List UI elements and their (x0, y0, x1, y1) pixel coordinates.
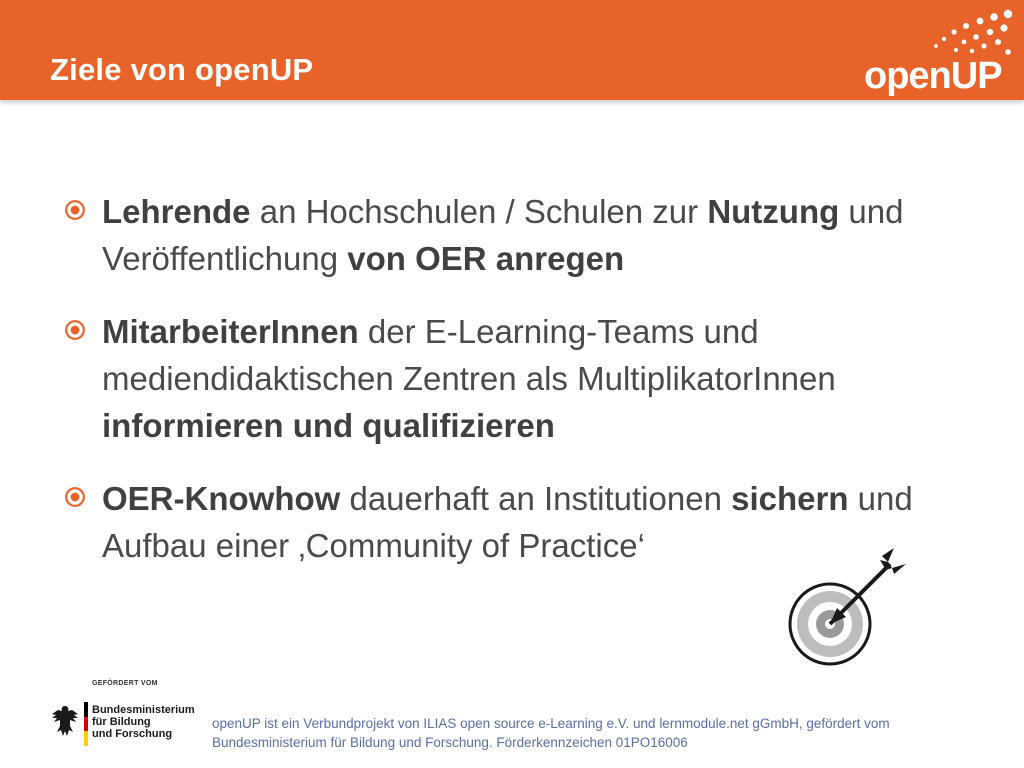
bullet-item (62, 188, 982, 282)
text-span: dauerhaft an Institutionen (340, 480, 732, 517)
circled-dot-icon (64, 319, 86, 341)
bullet-text (102, 188, 982, 282)
text-span: und Veröffentlichung (102, 193, 904, 277)
logo-dots-icon (858, 8, 1016, 58)
bullet-text (102, 308, 982, 449)
bold-span: Nutzung (707, 193, 840, 230)
bullet-item (62, 308, 982, 449)
circled-dot-icon (64, 199, 86, 221)
slide-title: Ziele von openUP (50, 52, 314, 87)
bold-span: MitarbeiterInnen (102, 313, 359, 350)
footer-text: openUP ist ein Verbundprojekt von ILIAS open source e-Learning e.V. und lernmodule.net gGmbH, gefördert vom Bundesministerium für Bildung und Forschung. Förderkennzeichen 01PO16006 (212, 716, 890, 750)
bold-span: informieren und qualifizieren (102, 407, 555, 444)
text-span: der E-Learning-Teams und mediendidaktischen Zentren als MultiplikatorInnen (102, 313, 836, 397)
ministry-name: Bundesministerium für Bildung und Forschung (92, 704, 195, 740)
bmbf-logo (50, 700, 200, 766)
slide-header (0, 0, 1024, 100)
federal-eagle-icon (50, 704, 80, 738)
funding-label: GEFÖRDERT VOM (92, 680, 158, 687)
circled-dot-icon (64, 486, 86, 508)
bullet-list (62, 188, 982, 595)
bold-span: sichern (731, 480, 849, 517)
openup-logo (858, 8, 1016, 100)
text-span: und Aufbau einer ‚Community of Practice‘ (102, 480, 913, 564)
bold-span: von OER anregen (347, 240, 625, 277)
text-span: an Hochschulen / Schulen zur (250, 193, 708, 230)
target-with-arrow-icon (782, 546, 912, 670)
bold-span: Lehrende (102, 193, 251, 230)
bold-span: OER-Knowhow (102, 480, 341, 517)
german-flag-stripe (84, 702, 88, 746)
logo-text: openUP (864, 55, 1002, 97)
